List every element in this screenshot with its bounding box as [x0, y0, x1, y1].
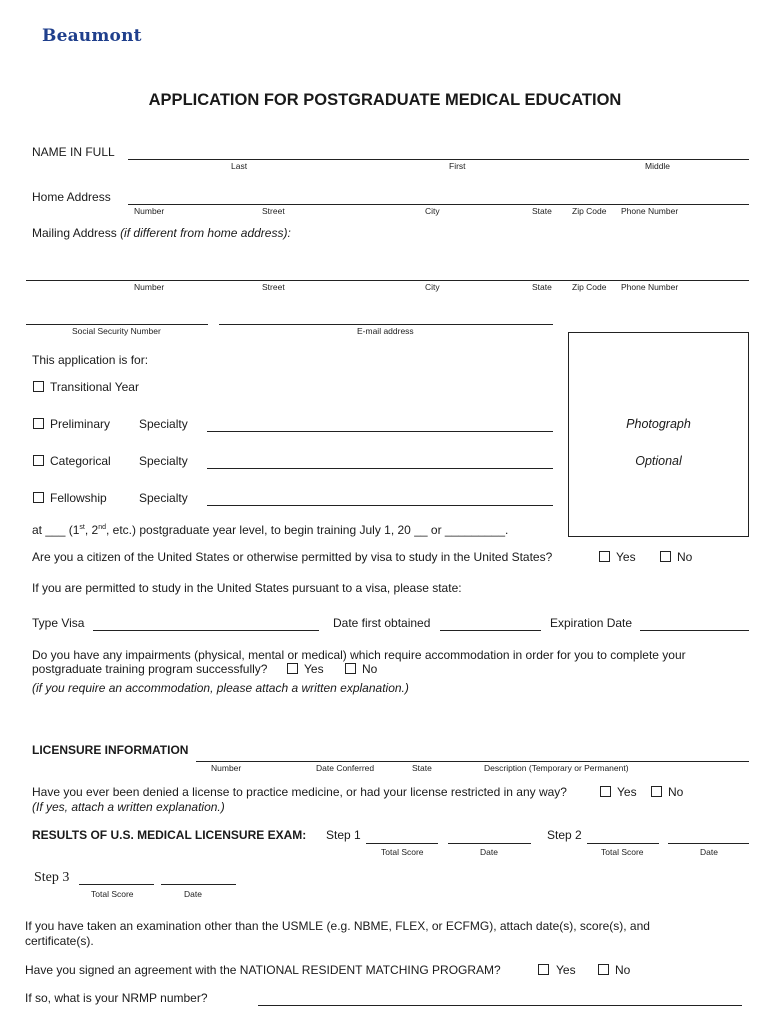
nrmp-no-label: No — [615, 963, 631, 977]
license-denied-yes-checkbox[interactable] — [600, 786, 611, 797]
mail-sub-state: State — [532, 282, 552, 292]
other-exam-text: If you have taken an examination other than the USMLE (e.g. NBME, FLEX, or ECFMG), attach date(s), score(s), and — [25, 919, 650, 933]
licensure-sub-date: Date Conferred — [316, 763, 375, 773]
usmle-step2-score-label: Total Score — [601, 847, 644, 857]
categorical-specialty-label: Specialty — [139, 454, 188, 468]
year-rest: , etc.) postgraduate year level, to begin training July 1, 20 — [106, 523, 411, 537]
usmle-step1-date-field[interactable] — [448, 843, 531, 844]
mailing-address-note: (if different from home address): — [120, 226, 291, 240]
citizenship-yes-label: Yes — [616, 550, 636, 564]
email-field[interactable] — [219, 324, 553, 325]
fellowship-specialty-label: Specialty — [139, 491, 188, 505]
impairments-question: Do you have any impairments (physical, mental or medical) which require accommodation in order for you to complete your — [32, 648, 686, 662]
photo-optional: Optional — [635, 454, 682, 468]
license-denied-yes-label: Yes — [617, 785, 637, 799]
usmle-step2-date-field[interactable] — [668, 843, 749, 844]
license-denied-note: (If yes, attach a written explanation.) — [32, 800, 225, 814]
start-year-blank[interactable]: __ — [414, 523, 428, 537]
year-mid: , 2 — [84, 523, 99, 537]
license-denied-question: Have you ever been denied a license to practice medicine, or had your license restricted in any way? — [32, 785, 567, 799]
photo-box[interactable] — [568, 332, 749, 537]
licensure-field[interactable] — [196, 761, 749, 762]
page-title: APPLICATION FOR POSTGRADUATE MEDICAL EDUCATION — [148, 91, 622, 109]
licensure-heading: LICENSURE INFORMATION — [32, 743, 189, 757]
home-address-field[interactable] — [128, 204, 749, 205]
mail-sub-zip: Zip Code — [572, 282, 607, 292]
name-sub-first: First — [449, 161, 466, 171]
year-level-line — [32, 523, 508, 537]
year-sup2: nd — [98, 524, 106, 531]
application-for-label: This application is for: — [32, 353, 149, 367]
usmle-step1-score-label: Total Score — [381, 847, 424, 857]
visa-type-field[interactable] — [93, 630, 319, 631]
year-end: . — [505, 523, 509, 537]
mailing-address-field[interactable] — [26, 280, 749, 281]
mail-sub-city: City — [425, 282, 440, 292]
name-sub-middle: Middle — [645, 161, 671, 171]
alt-date-blank[interactable]: _________ — [444, 523, 505, 537]
home-sub-number: Number — [134, 206, 165, 216]
impairments-yes-checkbox[interactable] — [287, 663, 298, 674]
usmle-heading: RESULTS OF U.S. MEDICAL LICENSURE EXAM: — [32, 828, 307, 842]
name-sub-last: Last — [231, 161, 248, 171]
ssn-field[interactable] — [26, 324, 208, 325]
visa-expiration-label: Expiration Date — [550, 616, 633, 630]
usmle-step2-date-label: Date — [700, 847, 718, 857]
other-exam-text-line2: certificate(s). — [25, 934, 94, 948]
mail-sub-phone: Phone Number — [621, 282, 679, 292]
usmle-step3-score-field[interactable] — [79, 884, 154, 885]
categorical-specialty-field[interactable] — [207, 468, 553, 469]
citizenship-yes-checkbox[interactable] — [599, 551, 610, 562]
year-open: (1 — [68, 523, 80, 537]
usmle-step3-date-label: Date — [184, 889, 202, 899]
mailing-address-label — [32, 226, 291, 240]
fellowship-specialty-field[interactable] — [207, 505, 553, 506]
impairments-no-checkbox[interactable] — [345, 663, 356, 674]
impairments-yes-label: Yes — [304, 662, 324, 676]
fellowship-label: Fellowship — [50, 491, 107, 505]
visa-type-label: Type Visa — [32, 616, 85, 630]
nrmp-yes-checkbox[interactable] — [538, 964, 549, 975]
nrmp-no-checkbox[interactable] — [598, 964, 609, 975]
nrmp-question: Have you signed an agreement with the NATIONAL RESIDENT MATCHING PROGRAM? — [25, 963, 501, 977]
impairments-no-label: No — [362, 662, 378, 676]
name-field[interactable] — [128, 159, 749, 160]
licensure-sub-desc: Description (Temporary or Permanent) — [484, 763, 629, 773]
citizenship-no-checkbox[interactable] — [660, 551, 671, 562]
impairments-question-line2: postgraduate training program successfully? — [32, 662, 268, 676]
mail-sub-number: Number — [134, 282, 165, 292]
preliminary-specialty-field[interactable] — [207, 431, 553, 432]
usmle-step3-date-field[interactable] — [161, 884, 236, 885]
preliminary-label: Preliminary — [50, 417, 111, 431]
transitional-label: Transitional Year — [50, 380, 139, 394]
year-at: at — [32, 523, 43, 537]
photo-label: Photograph — [626, 417, 691, 431]
home-sub-phone: Phone Number — [621, 206, 679, 216]
citizenship-question: Are you a citizen of the United States or otherwise permitted by visa to study in the United States? — [32, 550, 553, 564]
usmle-step3-score-label: Total Score — [91, 889, 134, 899]
usmle-step1-label: Step 1 — [326, 828, 361, 842]
nrmp-number-label: If so, what is your NRMP number? — [25, 991, 208, 1005]
usmle-step3-label: Step 3 — [34, 870, 70, 885]
usmle-step1-score-field[interactable] — [366, 843, 438, 844]
visa-date-label: Date first obtained — [333, 616, 431, 630]
home-sub-zip: Zip Code — [572, 206, 607, 216]
licensure-sub-number: Number — [211, 763, 242, 773]
year-sup1: st — [79, 524, 85, 531]
visa-expiration-field[interactable] — [640, 630, 749, 631]
nrmp-number-field[interactable] — [258, 1005, 742, 1006]
license-denied-no-checkbox[interactable] — [651, 786, 662, 797]
home-sub-state: State — [532, 206, 552, 216]
name-label: NAME IN FULL — [32, 145, 115, 159]
usmle-step1-date-label: Date — [480, 847, 498, 857]
citizenship-no-label: No — [677, 550, 693, 564]
categorical-checkbox[interactable] — [33, 455, 44, 466]
home-sub-city: City — [425, 206, 440, 216]
visa-prompt: If you are permitted to study in the United States pursuant to a visa, please state: — [32, 581, 462, 595]
year-or: or — [430, 523, 442, 537]
year-level-blank[interactable]: ___ — [45, 523, 66, 537]
visa-date-field[interactable] — [440, 630, 541, 631]
mail-sub-street: Street — [262, 282, 285, 292]
licensure-sub-state: State — [412, 763, 432, 773]
email-label: E-mail address — [357, 326, 414, 336]
home-sub-street: Street — [262, 206, 285, 216]
fellowship-checkbox[interactable] — [33, 492, 44, 503]
usmle-step2-label: Step 2 — [547, 828, 582, 842]
impairments-note: (if you require an accommodation, please attach a written explanation.) — [32, 681, 409, 695]
mailing-address-label-text: Mailing Address — [32, 226, 117, 240]
license-denied-no-label: No — [668, 785, 684, 799]
home-address-label: Home Address — [32, 190, 111, 204]
categorical-label: Categorical — [50, 454, 111, 468]
preliminary-specialty-label: Specialty — [139, 417, 188, 431]
ssn-label: Social Security Number — [72, 326, 161, 336]
usmle-step2-score-field[interactable] — [587, 843, 659, 844]
nrmp-yes-label: Yes — [556, 963, 576, 977]
preliminary-checkbox[interactable] — [33, 418, 44, 429]
transitional-checkbox[interactable] — [33, 381, 44, 392]
beaumont-logo: Beaumont — [42, 26, 142, 46]
